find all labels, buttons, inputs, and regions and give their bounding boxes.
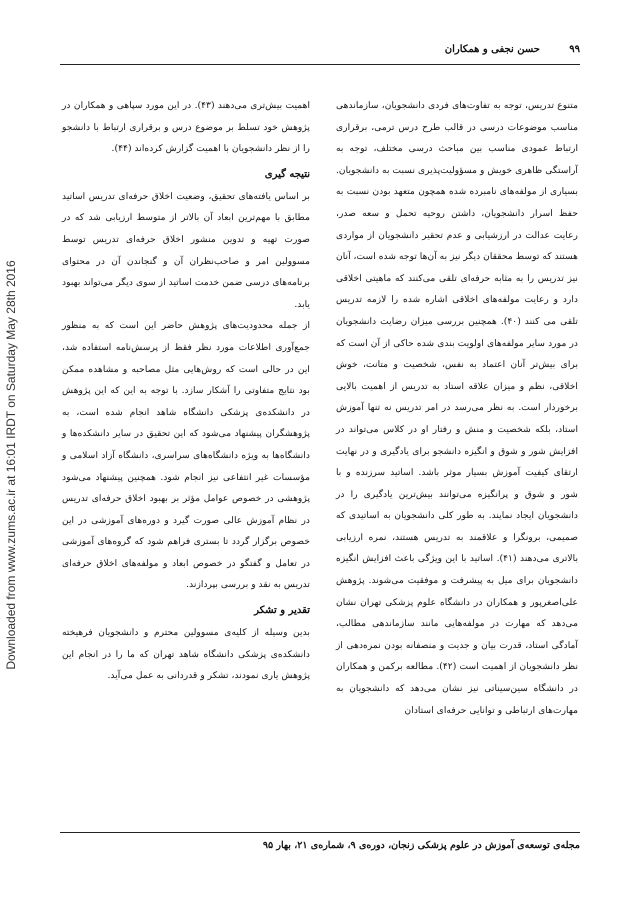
body-paragraph: متنوع تدریس، توجه به تفاوت‌های فردی دانشجویان، سازماندهی مناسب موضوعات درسی در قالب طرح درس ترمی، برقراری ارتباط عمودی مناسب بین مباحث درسی مختلف، توجه به آراستگی ظاهری خویش و مسؤولیت‌پذیری نسبت به دانشجویان. بسیاری از مولفه‌های نامبرده شده همچون متعهد بودن نسبت به حفظ اسرار دانشجویان، داشتن روحیه تحمل و سعه صدر، رعایت عدالت در ارزشیابی و عدم تحقیر دانشجویان از مواردی هستند که توسط محققان دیگر نیز به آن‌ها توجه شده است، آنان نیز تدریس را به مثابه حرفه‌ای تلقی می‌کنند که ماهیتی اخلاقی دارد و رعایت مولفه‌های اخلاقی اشاره شده را لازمه تدریس تلقی می کنند (۴۰). همچنین بررسی میزان رضایت دانشجویان در مورد سایر مولفه‌های اولویت بندی شده حاکی از آن است که برای بیش‌تر آنان اعتماد به نفس، شخصیت و متانت، خوش اخلاقی، نظم و میزان علاقه استاد به تدریس از اهمیت بالایی برخوردار است. به نظر می‌رسد در امر تدریس نه تنها آموزش استاد، بلکه شخصیت و منش و رفتار او در کلاس می‌تواند در افزایش شور و شوق و انگیزه دانشجو برای یادگیری و در نهایت ارتقای کیفیت آموزش بسیار موثر باشد. اساتید سرزنده و با شور و شوق و پرانگیزه می‌توانند بیش‌ترین یادگیری را در دانشجویان ایجاد نمایند. به طور کلی دانشجویان به اساتیدی که صمیمی، برونگرا و علاقمند به تدریس هستند، نمره ارزیابی بالاتری می‌دهند (۴۱). اساتید با این ویژگی باعث افزایش انگیزه دانشجویان برای میل به پیشرفت و موفقیت می‌شوند. پژوهش علی‌اصغرپور و همکاران در دانشگاه علوم پزشکی تهران نشان می‌دهد که مهارت در مولفه‌هایی مانند سازماندهی مطالب، آمادگی استاد، قدرت بیان و جدیت و منصفانه بودن نمره‌دهی از نظر دانشجویان از اهمیت است (۴۲). مطالعه برکمن و همکاران در دانشگاه سین‌سیناتی نیز نشان می‌دهد که دانشجویان به مهارت‌های ارتباطی و توانایی حرفه‌ای استادان [335,100,578,716]
running-head-authors: حسن نجفی و همکاران [444,44,540,55]
header-rule [60,64,580,65]
conclusion-paragraph-2: از جمله محدودیت‌های پژوهش حاضر این است که به منظور جمع‌آوری اطلاعات مورد نظر فقط از پرسش‌نامه استفاده شد، این در حالی است که روش‌هایی مثل مصاحبه و مشاهده ممکن بود نتایج متفاوتی را آشکار سازد. با توجه به این که این پژوهش در دانشکده‌ی پزشکی دانشگاه شاهد انجام شده است، به پژوهشگران پیشنهاد می‌شود که این تحقیق در سایر دانشکده‌ها و دانشگاه‌ها به ویژه دانشگاه‌های سراسری، دانشگاه آزاد اسلامی و مؤسسات غیر انتفاعی نیز انجام شود. همچنین پیشنهاد می‌شود پژوهشی در خصوص عوامل مؤثر بر بهبود اخلاق حرفه‌ای تدریس در نظام آموزش عالی صورت گیرد و دوره‌های آموزشی در این خصوص برگزار گردد تا بستری فراهم شود که گروه‌های آموزشی در تعامل و گفتگو در خصوص ابعاد و مولفه‌های اخلاق حرفه‌ای تدریس به نقد و بررسی بپردازند. [62,320,310,591]
left-column [62,95,310,687]
download-notice: Downloaded from www.zums.ac.ir at 16:01 IRDT on Saturday May 28th 2016 [4,260,18,670]
acknowledgement-heading: تقدیر و تشکر [254,605,310,617]
right-column [336,95,578,721]
running-header [60,44,580,62]
conclusion-paragraph-1: بر اساس یافته‌های تحقیق، وضعیت اخلاق حرفه‌ای تدریس اساتید مطابق با مهم‌ترین ابعاد آن بالاتر از متوسط ارزیابی شد که در صورت تهیه و تدوین منشور اخلاق حرفه‌ای تدریس توسط مسوولین امر و صاحب‌نظران آن و گنجاندن آن در محتوای برنامه‌های درسی ضمن خدمت اساتید از سوی دیگر می‌تواند بهبود یابد. [62,190,310,310]
journal-footer: مجله‌ی توسعه‌ی آموزش در علوم پزشکی زنجان، دوره‌ی ۹، شماره‌ی ۲۱، بهار ۹۵ [262,840,580,851]
footer-rule [60,832,580,833]
download-watermark [4,165,24,765]
acknowledgement-paragraph: بدین وسیله از کلیه‌ی مسوولین محترم و دانشجویان فرهیخته دانشکده‌ی پزشکی دانشگاه شاهد تهران که ما را در انجام این پژوهش یاری نمودند، تشکر و قدردانی به عمل می‌آید. [62,627,310,682]
conclusion-heading: نتیجه گیری [264,168,310,180]
page-number: ۹۹ [569,44,580,55]
body-paragraph-intro: اهمیت بیش‌تری می‌دهند (۴۳). در این مورد سپاهی و همکاران در پژوهش خود تسلط بر موضوع درس و برقراری ارتباط با دانشجو را از نظر دانشجویان با اهمیت گزارش کرده‌اند (۴۴). [62,100,310,155]
